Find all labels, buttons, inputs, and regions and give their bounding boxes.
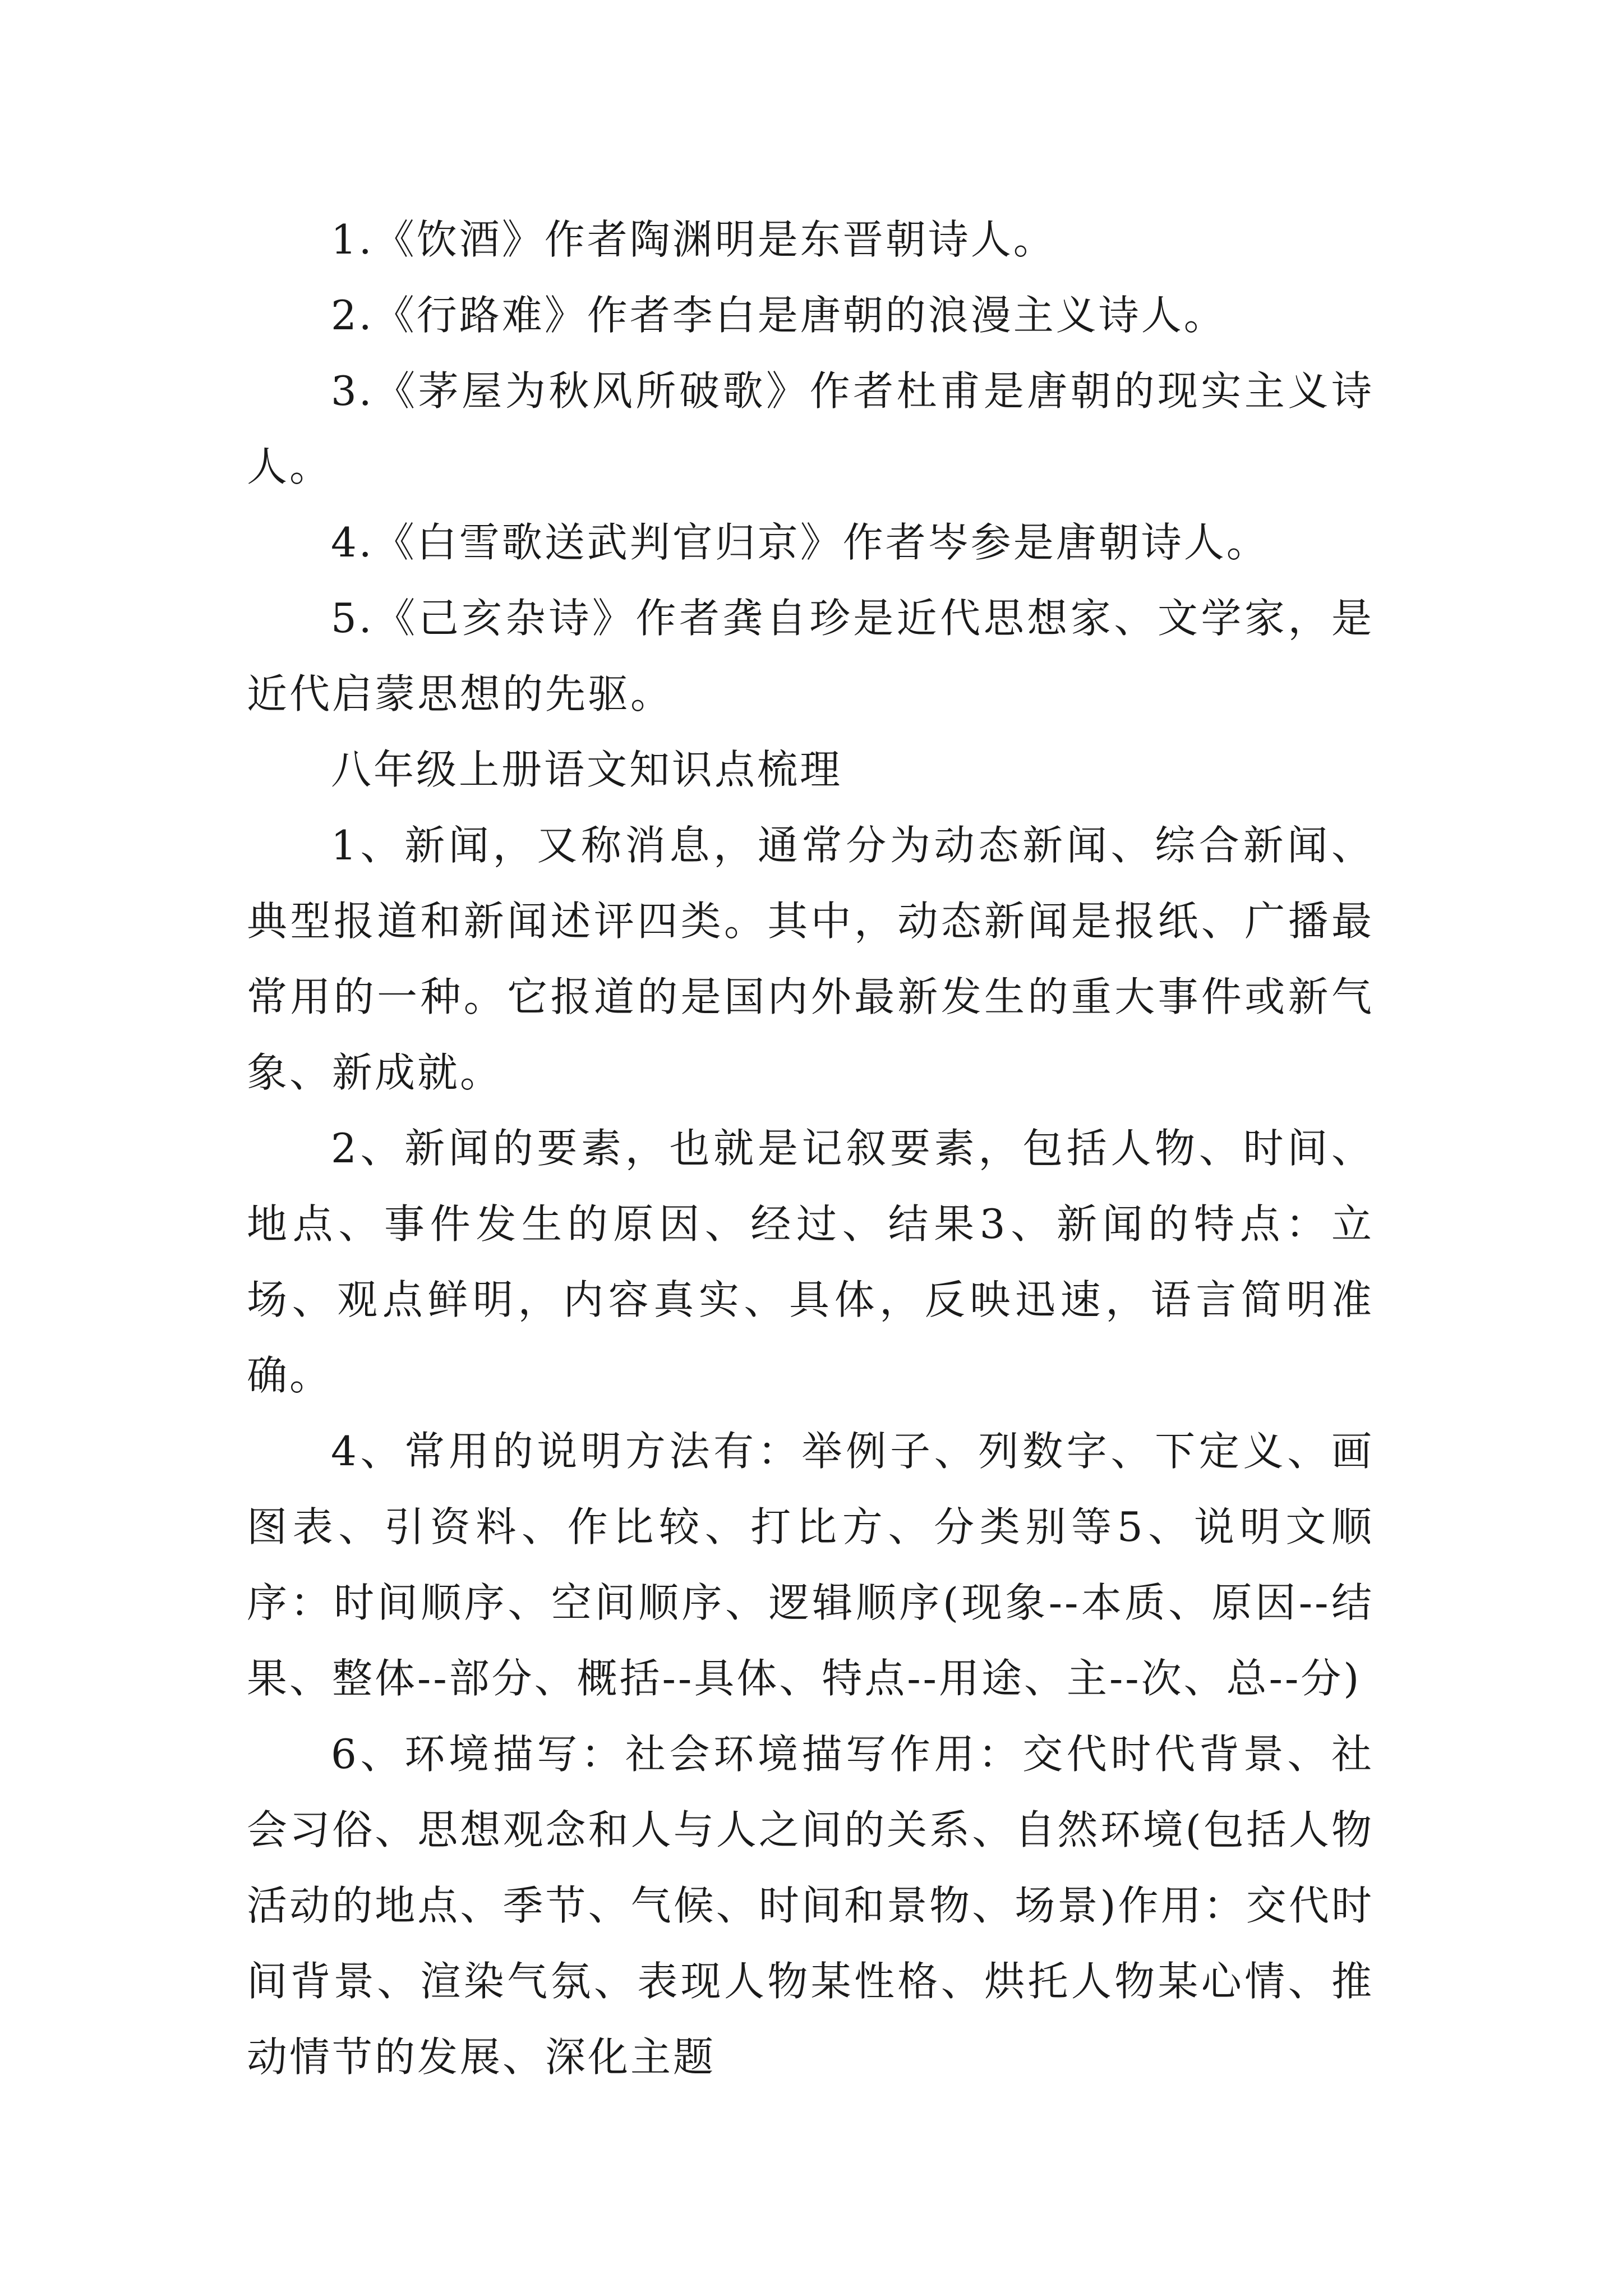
paragraph-poem-3: 3.《茅屋为秋风所破歌》作者杜甫是唐朝的现实主义诗人。: [247, 367, 1374, 490]
paragraph-poem-5: 5.《己亥杂诗》作者龚自珍是近代思想家、文学家，是近代启蒙思想的先驱。: [247, 595, 1374, 717]
paragraph-poem-1: 1.《饮酒》作者陶渊明是东晋朝诗人。: [331, 216, 1056, 263]
paragraph-poem-4: 4.《白雪歌送武判官归京》作者岑参是唐朝诗人。: [331, 519, 1269, 566]
paragraph-poem-2: 2.《行路难》作者李白是唐朝的浪漫主义诗人。: [331, 292, 1227, 339]
paragraph-news-definition: 1、新闻，又称消息，通常分为动态新闻、综合新闻、典型报道和新闻述评四类。其中，动态新闻是报纸、广播最常用的一种。它报道的是国内外最新发生的重大事件或新气象、新成就。: [247, 822, 1374, 1096]
section-heading: 八年级上册语文知识点梳理: [331, 746, 843, 793]
paragraph-environment-description: 6、环境描写：社会环境描写作用：交代时代背景、社会习俗、思想观念和人与人之间的关系、自然环境(包括人物活动的地点、季节、气候、时间和景物、场景)作用：交代时间背景、渲染气氛、表现人物某性格、烘托人物某心情、推动情节的发展、深化主题: [247, 1731, 1374, 2081]
paragraph-explanation-methods: 4、常用的说明方法有：举例子、列数字、下定义、画图表、引资料、作比较、打比方、分类别等5、说明文顺序：时间顺序、空间顺序、逻辑顺序(现象--本质、原因--结果、整体--部分、概括--具体、特点--用途、主--次、总--分): [247, 1428, 1374, 1702]
paragraph-news-elements: 2、新闻的要素，也就是记叙要素，包括人物、时间、地点、事件发生的原因、经过、结果3、新闻的特点：立场、观点鲜明，内容真实、具体，反映迅速，语言简明准确。: [247, 1125, 1374, 1399]
document-body: [247, 202, 1374, 2095]
